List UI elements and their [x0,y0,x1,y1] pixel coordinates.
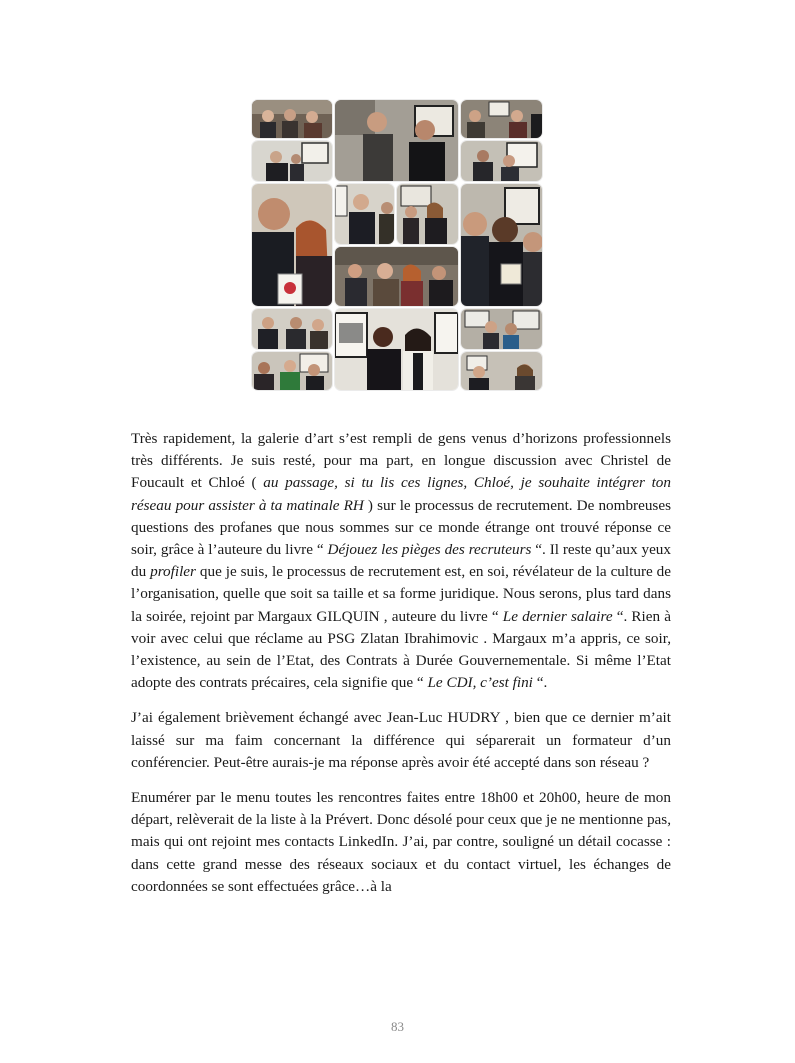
italic-text: Le dernier salaire [502,607,613,625]
italic-text: Déjouez les pièges des recruteurs [327,541,532,559]
collage-photo [252,141,332,181]
collage-photo [461,184,542,306]
text-segment: “. Il reste qu’aux yeux du [131,541,671,581]
text-segment: “. [532,674,548,692]
text-segment: ) sur le processus de recrutement. De nombreuses questions des profanes que nous sommes sur ce monde étrange ont trouvé réponse ce soir, grâce à l’auteure du livre “ [131,496,671,559]
text-segment: Très rapidement, la galerie d’art s’est rempli de gens venus d’horizons professionnels très différents. Je suis resté, pour ma part, en longue discussion avec Christel de Foucault et Chloé ( [131,430,671,492]
paragraph [131,707,671,774]
body-text [131,428,671,911]
collage-photo [461,100,542,138]
text-segment: que je suis, le processus de recrutement est, en soi, révélateur de la culture de l’organisation, quelle que soit sa taille et sa forme juridique. Nous serons, plus tard dans la soirée, rejoint par Margaux GILQUIN , auteure du livre “ [131,563,671,625]
collage-photo [252,309,332,349]
collage-photo [252,352,332,390]
italic-text: au passage, si tu lis ces lignes, Chloé, je souhaite intégrer ton réseau pour assister à ta matinale RH [131,474,671,514]
italic-text: Le CDI, c’est fini [427,674,533,692]
collage-photo [335,100,458,181]
text-segment: J’ai également brièvement échangé avec Jean-Luc HUDRY , bien que ce dernier m’ait laissé sur ma faim concernant la différence qui séparerait un formateur d’un conférencier. Peut-être aurais-je ma réponse après avoir été accepté dans son réseau ? [131,709,671,771]
text-segment: “. Rien à voir avec celui que réclame au PSG Zlatan Ibrahimovic . Margaux m’a appris, ce soir, l’existence, au sein de l’Etat, des Contrats à Durée Gouvernementale. Si même l’Etat adopte des contrats précaires, cela signifie que “ [131,607,671,692]
page-number: 83 [391,1019,404,1034]
paragraph [131,787,671,898]
collage-photo [335,309,458,390]
collage-photo [335,184,394,244]
collage-photo [335,247,458,306]
photo-collage [252,100,542,390]
collage-photo [252,100,332,138]
collage-photo [397,184,458,244]
italic-text: profiler [150,563,196,581]
text-segment: Enumérer par le menu toutes les rencontres faites entre 18h00 et 20h00, heure de mon départ, relèverait de la liste à la Prévert. Donc désolé pour ceux que je ne mentionne pas, mais qui ont rejoint mes contacts LinkedIn. J’ai, par contre, souligné un détail cocasse : dans cette grand messe des réseaux sociaux et du contact virtuel, les échanges de coordonnées se sont effectuées grâce…à la [131,789,671,895]
collage-photo [252,184,332,306]
collage-photo [461,352,542,390]
collage-photo [461,141,542,181]
paragraph [131,428,671,694]
collage-photo [461,309,542,349]
